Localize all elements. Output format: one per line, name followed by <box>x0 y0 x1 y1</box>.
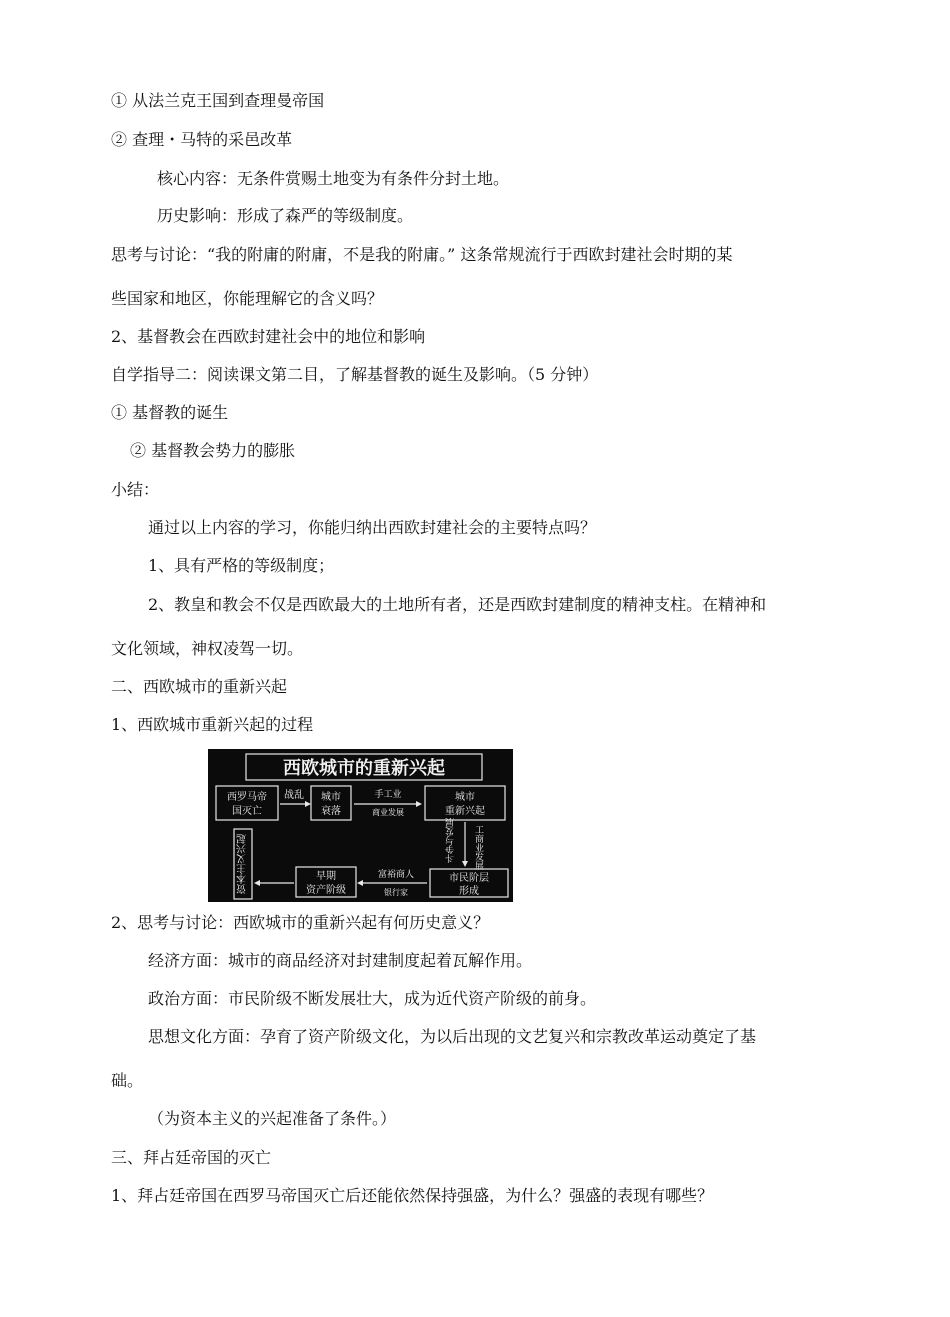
arrow-head-icon <box>416 801 422 807</box>
box-city-decline-line2: 衰落 <box>321 806 341 817</box>
flow-diagram-svg <box>208 749 513 902</box>
text-line: 文化领域，神权凌驾一切。 <box>111 639 304 658</box>
city-revival-flow-diagram <box>208 749 513 902</box>
text-line: 1、拜占廷帝国在西罗马帝国灭亡后还能依然保持强盛，为什么？强盛的表现有哪些？ <box>111 1186 714 1205</box>
section-heading: 2、基督教会在西欧封建社会中的地位和影响 <box>111 327 426 346</box>
arrow-label-bankers: 银行家 <box>384 888 408 897</box>
text-line: 历史影响：形成了森严的等级制度。 <box>157 206 414 225</box>
box-city-decline-line1: 城市 <box>321 792 341 803</box>
arrow-label-industry-commerce: 工商业发展 <box>473 825 483 870</box>
text-line: 经济方面：城市的商品经济对封建制度起着瓦解作用。 <box>148 951 533 970</box>
box-city-revival-line2: 重新兴起 <box>445 806 485 817</box>
box-city-revival-line1: 城市 <box>455 792 475 803</box>
text-line: 小结： <box>111 480 160 499</box>
text-line: 通过以上内容的学习，你能归纳出西欧封建社会的主要特点吗？ <box>148 518 597 537</box>
text-line: （为资本主义的兴起准备了条件。） <box>148 1109 397 1128</box>
box-capitalism-rise-label: 资本主义兴起 <box>237 834 249 894</box>
arrow-label-handicraft: 手工业 <box>374 790 402 800</box>
arrow-head-icon <box>254 880 260 886</box>
text-line: 础。 <box>111 1071 144 1090</box>
text-line: ① 从法兰克王国到查理曼帝国 <box>111 91 325 110</box>
text-line: 思考与讨论：“我的附庸的附庸，不是我的附庸。” 这条常规流行于西欧封建社会时期的某 <box>111 245 733 264</box>
box-early-bourgeoisie-line1: 早期 <box>316 871 336 882</box>
text-line: 政治方面：市民阶级不断发展壮大，成为近代资产阶级的前身。 <box>148 989 597 1008</box>
text-line: ① 基督教的诞生 <box>111 403 229 422</box>
text-line: 2、教皇和教会不仅是西欧最大的土地所有者，还是西欧封建制度的精神支柱。在精神和 <box>148 595 767 614</box>
text-line: 思想文化方面：孕育了资产阶级文化，为以后出现的文艺复兴和宗教改革运动奠定了基 <box>148 1027 757 1046</box>
text-line: 些国家和地区，你能理解它的含义吗？ <box>111 289 384 308</box>
arrow-head-icon <box>357 880 363 886</box>
arrow-label-struggle: 斗争与发展 <box>446 818 456 863</box>
text-line: ② 查理・马特的采邑改革 <box>111 130 293 149</box>
arrow-head-icon <box>462 861 468 867</box>
box-western-rome-fall-line2: 国灭亡 <box>232 806 262 817</box>
section-heading: 三、拜占廷帝国的灭亡 <box>111 1148 272 1167</box>
box-western-rome-fall-line1: 西罗马帝 <box>227 792 267 803</box>
section-heading: 二、西欧城市的重新兴起 <box>111 677 288 696</box>
diagram-title: 西欧城市的重新兴起 <box>283 758 445 779</box>
arrow-label-merchants: 富裕商人 <box>377 870 415 880</box>
text-line: ② 基督教会势力的膨胀 <box>130 441 296 460</box>
text-line: 自学指导二：阅读课文第二目，了解基督教的诞生及影响。（5 分钟） <box>111 365 599 384</box>
section-heading: 1、西欧城市重新兴起的过程 <box>111 715 314 734</box>
text-line: 2、思考与讨论：西欧城市的重新兴起有何历史意义？ <box>111 913 490 932</box>
arrow-label-commerce: 商业发展 <box>372 808 404 817</box>
text-line: 1、具有严格的等级制度； <box>148 556 335 575</box>
arrow-head-icon <box>305 801 311 807</box>
box-citizen-class-line2: 形成 <box>459 886 479 897</box>
box-early-bourgeoisie-line2: 资产阶级 <box>306 885 346 896</box>
arrow-label-war: 战乱 <box>284 790 304 801</box>
text-line: 核心内容：无条件赏赐土地变为有条件分封土地。 <box>157 169 510 188</box>
box-citizen-class-line1: 市民阶层 <box>449 873 489 884</box>
